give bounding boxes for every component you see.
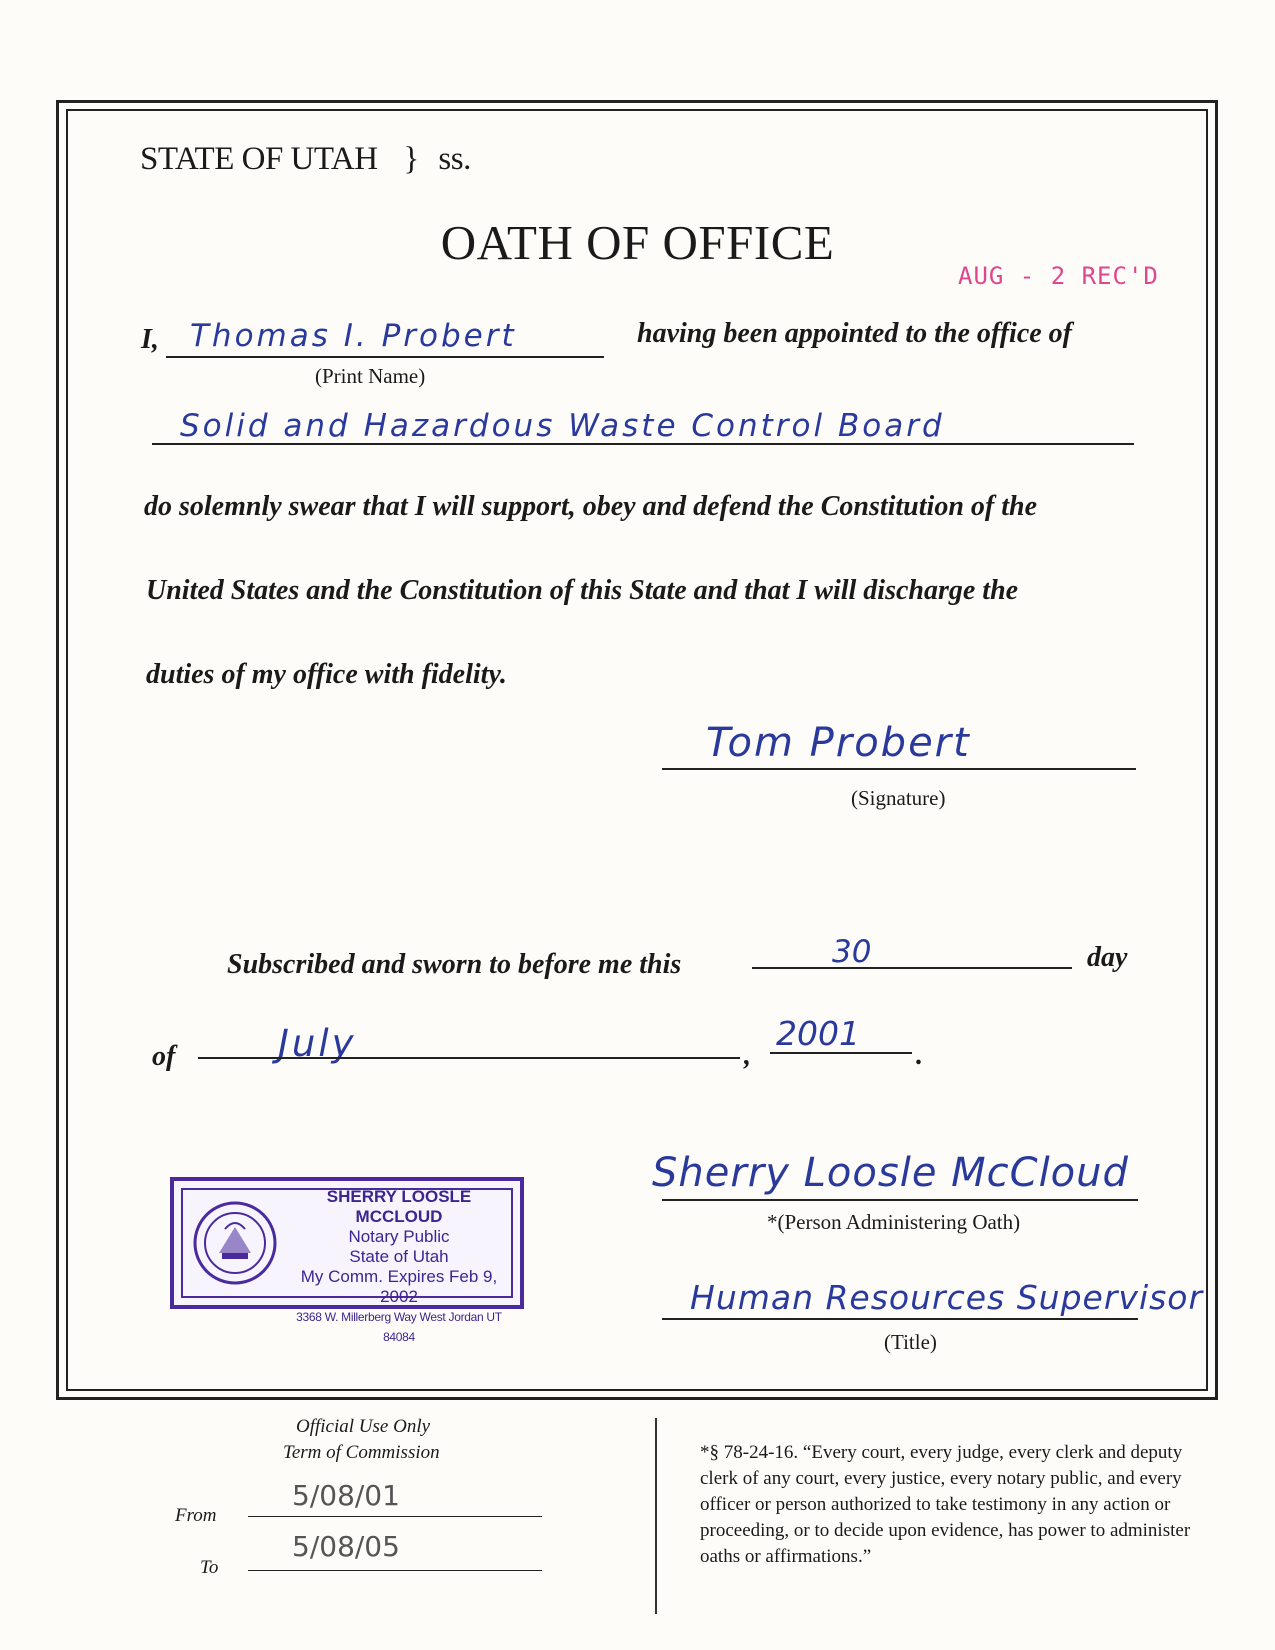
signature-line	[662, 768, 1136, 770]
signature-caption: (Signature)	[851, 786, 946, 810]
print-name-line	[166, 356, 604, 358]
oath-line-3: duties of my office with fidelity.	[146, 659, 507, 690]
state-label: STATE OF UTAH	[140, 141, 378, 177]
month-field[interactable]: July	[278, 1022, 357, 1065]
stamp-line: 3368 W. Millerberg Way West Jordan UT 84084	[296, 1310, 502, 1344]
term-label: Term of Commission	[283, 1442, 440, 1463]
footer-divider	[655, 1418, 657, 1614]
year-line	[770, 1052, 912, 1054]
received-stamp: AUG - 2 REC'D	[958, 262, 1159, 290]
sworn-text: Subscribed and sworn to before me this	[227, 949, 682, 980]
from-field[interactable]: 5/08/01	[292, 1479, 400, 1512]
state-seal-icon	[192, 1195, 278, 1291]
oath-prefix: I,	[141, 324, 159, 355]
year-field[interactable]: 2001	[776, 1014, 860, 1053]
print-name-caption: (Print Name)	[315, 364, 426, 388]
to-line	[248, 1570, 542, 1571]
from-line	[248, 1516, 542, 1517]
month-line	[198, 1057, 740, 1059]
official-use-label: Official Use Only	[296, 1416, 431, 1437]
comma: ,	[744, 1040, 751, 1071]
title-caption: (Title)	[884, 1330, 937, 1354]
ss-label: ss.	[438, 141, 471, 177]
stamp-line: Notary Public	[348, 1227, 450, 1246]
stamp-line: SHERRY LOOSLE MCCLOUD	[326, 1187, 472, 1226]
title-field[interactable]: Human Resources Supervisor	[690, 1278, 1204, 1317]
day-field[interactable]: 30	[832, 934, 872, 970]
title-line	[662, 1318, 1138, 1320]
stamp-line: My Comm. Expires Feb 9, 2002	[300, 1267, 498, 1306]
page-title: OATH OF OFFICE	[440, 215, 835, 270]
statute-note: *§ 78-24-16. “Every court, every judge, every clerk and deputy clerk of any court, every justice, every notary public, and every officer or person authorized to take testimony in any action or proceeding, or to decide upon evidence, has power to administer oaths or affirmations.”	[700, 1442, 1191, 1567]
oath-line-2: United States and the Constitution of this State and that I will discharge the	[146, 575, 1019, 606]
stamp-line: State of Utah	[349, 1247, 449, 1266]
from-label: From	[175, 1505, 217, 1526]
bracket: }	[403, 141, 419, 177]
venue-heading	[140, 141, 471, 178]
oath-signature: Tom Probert	[706, 720, 971, 766]
to-label: To	[200, 1557, 219, 1578]
stamp-text-block	[284, 1187, 514, 1347]
oath-line-1: do solemnly swear that I will support, obey and defend the Constitution of the	[144, 491, 1037, 522]
day-line	[752, 967, 1072, 969]
administrator-signature: Sherry Loosle McCloud	[652, 1150, 1129, 1196]
office-field[interactable]: Solid and Hazardous Waste Control Board	[180, 408, 945, 444]
office-line	[152, 443, 1134, 445]
print-name-field[interactable]: Thomas I. Probert	[190, 318, 517, 354]
appointed-text: having been appointed to the office of	[637, 318, 1072, 349]
notary-stamp	[170, 1177, 524, 1344]
administrator-caption: *(Person Administering Oath)	[767, 1210, 1021, 1234]
administrator-line	[662, 1199, 1138, 1201]
to-field[interactable]: 5/08/05	[292, 1530, 400, 1563]
of-label: of	[152, 1041, 176, 1072]
day-label: day	[1087, 942, 1128, 973]
period: .	[916, 1040, 923, 1071]
